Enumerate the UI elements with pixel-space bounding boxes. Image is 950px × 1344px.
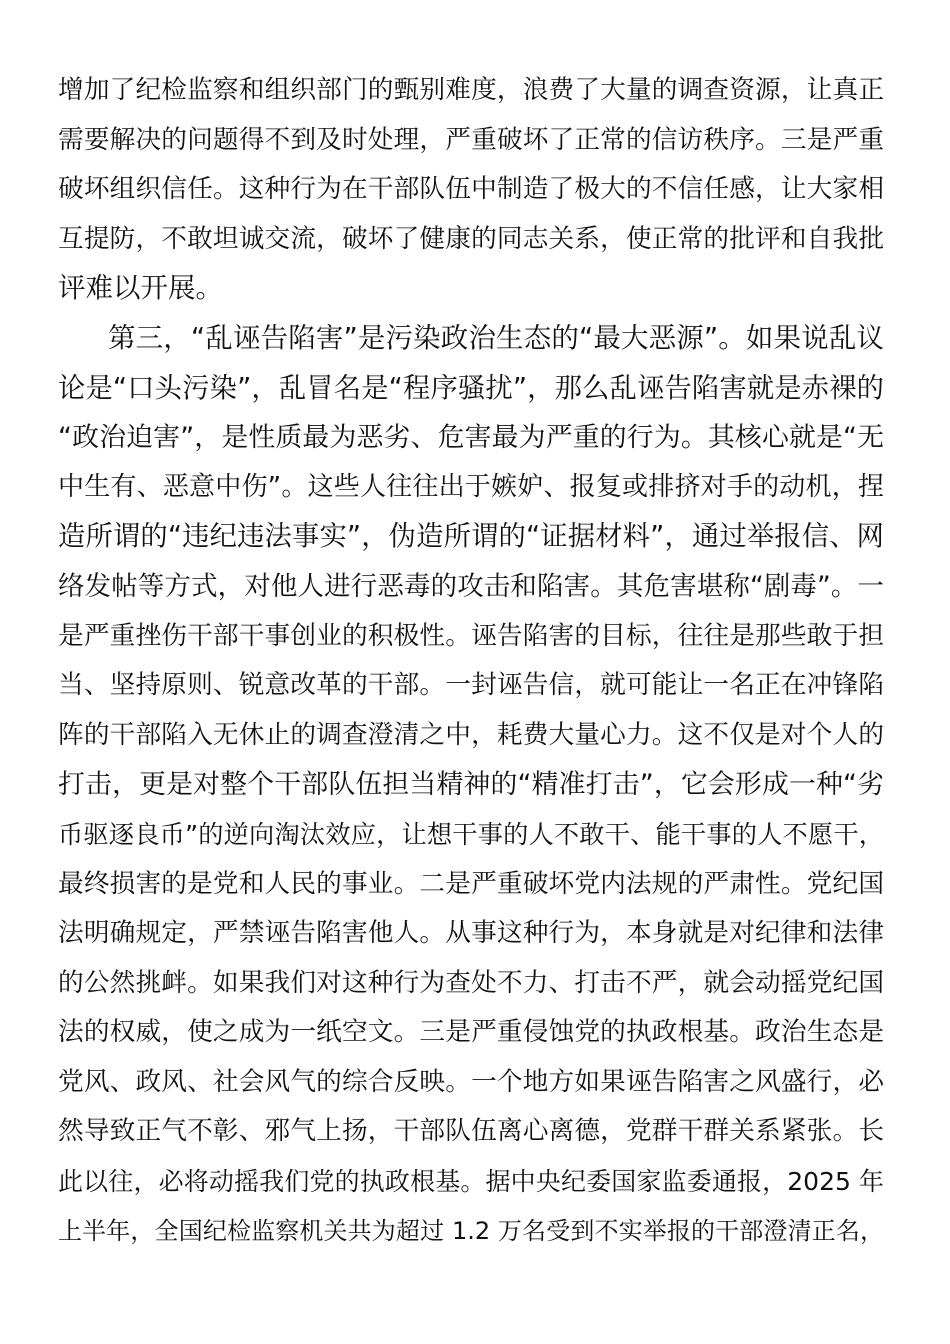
text-line: 评难以开展。 xyxy=(58,272,223,305)
text-line: 阵的干部陷入无休止的调查澄清之中，耗费大量心力。这不仅是对个人的 xyxy=(58,719,884,750)
text-line: “政治迫害”，是性质最为恶劣、危害最为严重的行为。其核心就是“无 xyxy=(58,422,884,454)
text-line: 是严重挫伤干部干事创业的积极性。诬告陷害的目标，往往是那些敢于担 xyxy=(58,620,884,651)
text-line: 络发帖等方式，对他人进行恶毒的攻击和陷害。其危害堪称“剧毒”。一 xyxy=(58,570,884,602)
text-line: 造所谓的“违纪违法事实”，伪造所谓的“证据材料”，通过举报信、网 xyxy=(58,521,884,553)
text-line: 中生有、恶意中伤”。这些人往往出于嫉妒、报复或排挤对手的动机，捏 xyxy=(58,471,884,502)
text-line: 最终损害的是党和人民的事业。二是严重破坏党内法规的严肃性。党纪国 xyxy=(58,868,884,899)
text-line: 上半年，全国纪检监察机关共为超过 1.2 万名受到不实举报的干部澄清正名， xyxy=(58,1216,884,1245)
text-line: 此以往，必将动摇我们党的执政根基。据中央纪委国家监委通报，2025 年 xyxy=(58,1167,884,1197)
text-line: 法明确规定，严禁诬告陷害他人。从事这种行为，本身就是对纪律和法律 xyxy=(58,918,884,949)
text-line: 法的权威，使之成为一纸空文。三是严重侵蚀党的执政根基。政治生态是 xyxy=(58,1017,884,1048)
body-text xyxy=(58,66,884,1256)
text-line: 然导致正气不彰、邪气上扬，干部队伍离心离德，党群干群关系紧张。长 xyxy=(58,1116,884,1147)
text-line: 互提防，不敢坦诚交流，破坏了健康的同志关系，使正常的批评和自我批 xyxy=(58,223,884,254)
text-line: 的公然挑衅。如果我们对这种行为查处不力、打击不严，就会动摇党纪国 xyxy=(58,967,884,998)
text-line: 增加了纪检监察和组织部门的甄别难度，浪费了大量的调查资源，让真正 xyxy=(58,75,884,105)
text-line: 币驱逐良币”的逆向淘汰效应，让想干事的人不敢干、能干事的人不愿干， xyxy=(58,819,884,849)
text-line: 党风、政风、社会风气的综合反映。一个地方如果诬告陷害之风盛行，必 xyxy=(58,1066,884,1097)
text-line: 需要解决的问题得不到及时处理，严重破坏了正常的信访秩序。三是严重 xyxy=(58,124,884,155)
paragraph-start-line: 第三，“乱诬告陷害”是污染政治生态的“最大恶源”。如果说乱议 xyxy=(108,321,884,354)
text-line: 当、坚持原则、锐意改革的干部。一封诬告信，就可能让一名正在冲锋陷 xyxy=(58,670,884,701)
text-line: 破坏组织信任。这种行为在干部队伍中制造了极大的不信任感，让大家相 xyxy=(58,174,884,205)
text-line: 论是“口头污染”，乱冒名是“程序骚扰”，那么乱诬告陷害就是赤裸的 xyxy=(58,372,884,404)
text-line: 打击，更是对整个干部队伍担当精神的“精准打击”，它会形成一种“劣 xyxy=(58,769,884,801)
